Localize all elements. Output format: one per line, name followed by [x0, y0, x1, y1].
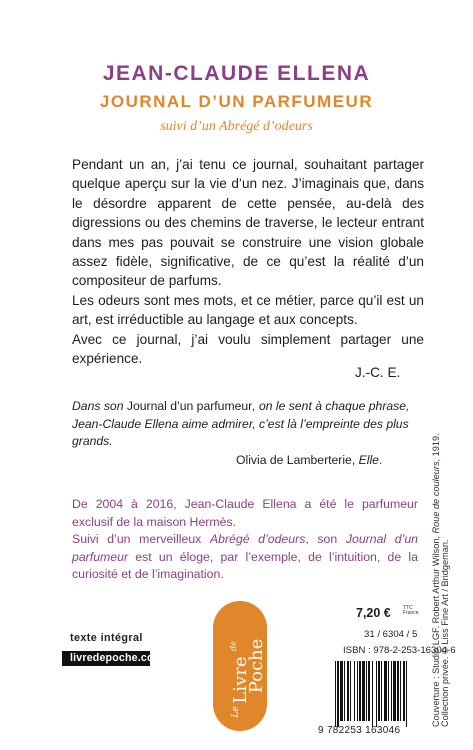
barcode — [333, 661, 429, 727]
barcode-bar — [337, 661, 339, 727]
bio-text-c: , son — [305, 532, 346, 546]
bio-paragraph-2 — [72, 531, 418, 584]
author-bio — [72, 496, 418, 584]
logo-text-le: Le — [231, 706, 241, 718]
bio-title-journal: Journal d’un parfumeur — [72, 532, 419, 564]
barcode-bar — [344, 661, 345, 721]
website-link: livredepoche.com — [70, 652, 164, 664]
author-blurb — [72, 155, 424, 368]
barcode-bar — [357, 661, 358, 721]
blurb-paragraph-2: Les odeurs sont mes mots, et ce métier, parce qu’il est un art, est irréductible au langage et aux concepts. — [72, 292, 424, 328]
barcode-bar — [393, 661, 396, 721]
book-title: JOURNAL D’UN PARFUMEUR — [99, 92, 374, 111]
price: 7,20 € — [356, 606, 391, 620]
bio-text-e: est un éloge, par l’exemple, de l’intuition, de la curiosité et de l’imagination. — [72, 549, 418, 581]
logo-text-livre: Livre — [230, 656, 251, 704]
quote-source — [236, 453, 382, 467]
barcode-bar — [350, 661, 351, 721]
barcode-bar — [354, 661, 355, 721]
barcode-bar — [391, 661, 392, 721]
barcode-bar — [368, 661, 370, 721]
credits-text-a: Couverture : Studio LGF. Robert Arthur Wilson, — [431, 533, 441, 727]
barcode-bar — [378, 661, 380, 721]
blurb-paragraph-1: Pendant un an, j’ai tenu ce journal, souhaitant partager quelque aperçu sur la vie d’un nez. J’imaginais que, dans le désordre apparent de cette pensée, au-delà des digressions ou des chemins de traverse, le lecteur entrant dans mes pas pouvait se construire une vision globale assez fidèle, significative, de ce qu’est la réalité d’un compositeur de parfums. — [72, 157, 424, 289]
barcode-bar — [359, 661, 361, 721]
bio-title-abrege: Abrégé d’odeurs — [209, 532, 306, 546]
barcode-bar — [406, 661, 407, 727]
isbn: ISBN : 978-2-253-16304-6 — [343, 645, 456, 656]
barcode-bar — [403, 661, 405, 721]
credits-artwork-title: Roue de couleurs — [431, 461, 441, 534]
barcode-bar — [388, 661, 389, 721]
press-quote — [72, 398, 432, 451]
quote-source-end: . — [378, 453, 383, 467]
quote-part-3: , on le sent à chaque phrase, Jean-Claude Ellena aime admirer, c’est là l’empreinte des plus grands. — [72, 399, 410, 448]
barcode-bar — [362, 661, 365, 721]
texte-integral-label: texte intégral — [70, 632, 143, 644]
credits-line-2: Collection privée. © Liss Fine Art / Bridgeman. — [440, 539, 450, 727]
barcode-bar — [400, 661, 401, 721]
barcode-bar — [340, 661, 343, 721]
catalog-code: 31 / 6304 / 5 — [364, 629, 418, 640]
barcode-bar — [384, 661, 387, 721]
cover-credits — [431, 433, 450, 727]
barcode-bar — [376, 661, 377, 727]
bio-paragraph-1: De 2004 à 2016, Jean-Claude Ellena a été le parfumeur exclusif de la maison Hermès. — [72, 497, 418, 529]
barcode-bar — [372, 661, 373, 727]
price-note — [403, 606, 419, 616]
author-name: JEAN-CLAUDE ELLENA — [102, 62, 371, 85]
blurb-paragraph-3: Avec ce journal, j’ai voulu simplement partager une expérience. — [72, 331, 424, 367]
price-note-country: France — [403, 610, 419, 616]
quote-book-title: Journal d’un parfumeur — [126, 399, 253, 413]
bio-text-a: Suivi d’un merveilleux — [72, 532, 210, 546]
barcode-bar — [347, 661, 349, 721]
quote-source-publication: Elle — [358, 453, 379, 467]
quote-source-name: Olivia de Lamberterie, — [236, 453, 359, 467]
barcode-bar — [397, 661, 399, 721]
barcode-bar — [366, 661, 367, 721]
book-subtitle: suivi d’un Abrégé d’odeurs — [160, 119, 313, 134]
quote-part-1: Dans son — [72, 399, 127, 413]
logo-text-de: de — [229, 641, 238, 651]
credits-text-c: , 1919. — [431, 433, 441, 462]
logo-text-poche: Poche — [246, 638, 267, 694]
price-note-ttc: TTC — [403, 605, 413, 611]
barcode-digits: 9 782253 163046 — [318, 725, 401, 736]
barcode-bar — [335, 661, 336, 727]
barcode-bar — [381, 661, 382, 721]
blurb-signature: J.-C. E. — [355, 365, 401, 380]
le-livre-de-poche-logo — [212, 600, 268, 732]
